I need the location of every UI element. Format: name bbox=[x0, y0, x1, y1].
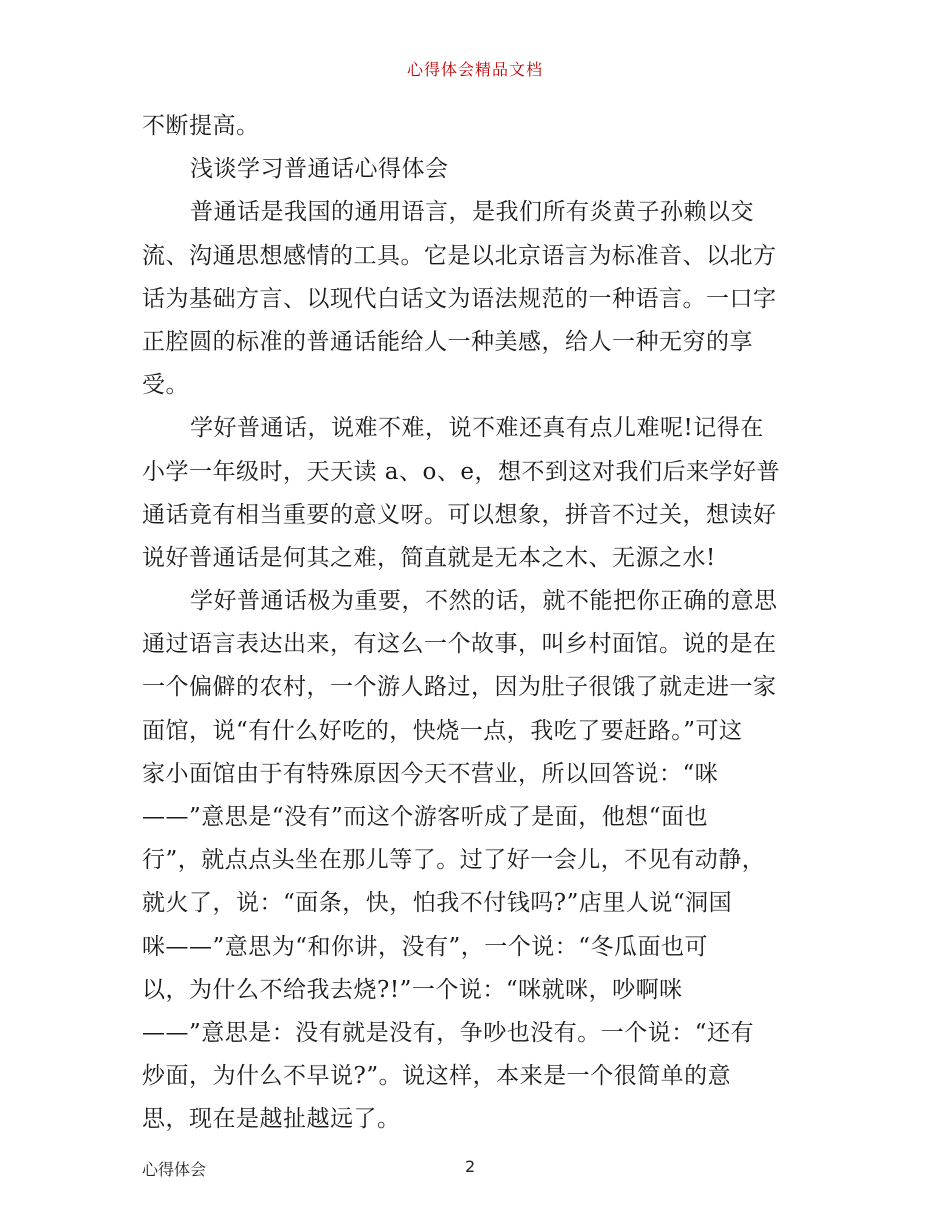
page-number: 2 bbox=[465, 1157, 476, 1176]
text-line: 普通话是我国的通用语言，是我们所有炎黄子孙赖以交 bbox=[190, 199, 754, 226]
text-line: ——”意思是“没有”而这个游客听成了是面，他想“面也 bbox=[142, 804, 709, 830]
text-line: 以，为什么不给我去烧?!”一个说：“咪就咪，吵啊咪 bbox=[142, 976, 683, 1003]
text-line: 流、沟通思想感情的工具。它是以北京语言为标准音、以北方 bbox=[142, 242, 777, 269]
text-line: 学好普通话极为重要，不然的话，就不能把你正确的意思 bbox=[190, 588, 778, 615]
text-line: 小学一年级时，天天读 a、o、e，想不到这对我们后来学好普 bbox=[142, 458, 780, 485]
footer-label: 心得体会 bbox=[142, 1160, 207, 1179]
document-body bbox=[142, 105, 822, 1142]
text-line: 正腔圆的标准的普通话能给人一种美感，给人一种无穷的享 bbox=[142, 328, 753, 355]
text-line: 家小面馆由于有特殊原因今天不营业，所以回答说：“咪 bbox=[142, 760, 719, 787]
text-line: 咪——”意思为“和你讲，没有”，一个说：“冬瓜面也可 bbox=[142, 933, 709, 960]
article-title: 浅谈学习普通话心得体会 bbox=[190, 156, 449, 183]
text-line: 一个偏僻的农村，一个游人路过，因为肚子很饿了就走进一家 bbox=[142, 674, 777, 701]
text-line: 炒面，为什么不早说?”。说这样，本来是一个很简单的意 bbox=[142, 1063, 732, 1090]
page-header-title: 心得体会精品文档 bbox=[406, 60, 543, 79]
text-line: 说好普通话是何其之难，简直就是无本之木、无源之水! bbox=[142, 544, 716, 571]
text-line: 话为基础方言、以现代白话文为语法规范的一种语言。一口字 bbox=[142, 285, 777, 312]
text-line: 思，现在是越扯越远了。 bbox=[142, 1106, 401, 1133]
text-line: ——”意思是：没有就是没有，争吵也没有。一个说：“还有 bbox=[142, 1019, 755, 1046]
text-line: 学好普通话，说难不难，说不难还真有点儿难呢!记得在 bbox=[190, 415, 764, 442]
text-line: 面馆，说“有什么好吃的，快烧一点，我吃了要赶路。”可这 bbox=[142, 717, 743, 744]
text-line: 不断提高。 bbox=[142, 113, 260, 139]
text-line: 就火了，说：“面条，快，怕我不付钱吗?”店里人说“洞国 bbox=[142, 890, 733, 917]
text-line: 行”，就点点头坐在那儿等了。过了好一会儿，不见有动静， bbox=[142, 847, 766, 874]
text-line: 受。 bbox=[142, 372, 189, 399]
text-line: 通过语言表达出来，有这么一个故事，叫乡村面馆。说的是在 bbox=[142, 631, 777, 658]
text-line: 通话竟有相当重要的意义呀。可以想象，拼音不过关，想读好 bbox=[142, 501, 777, 528]
